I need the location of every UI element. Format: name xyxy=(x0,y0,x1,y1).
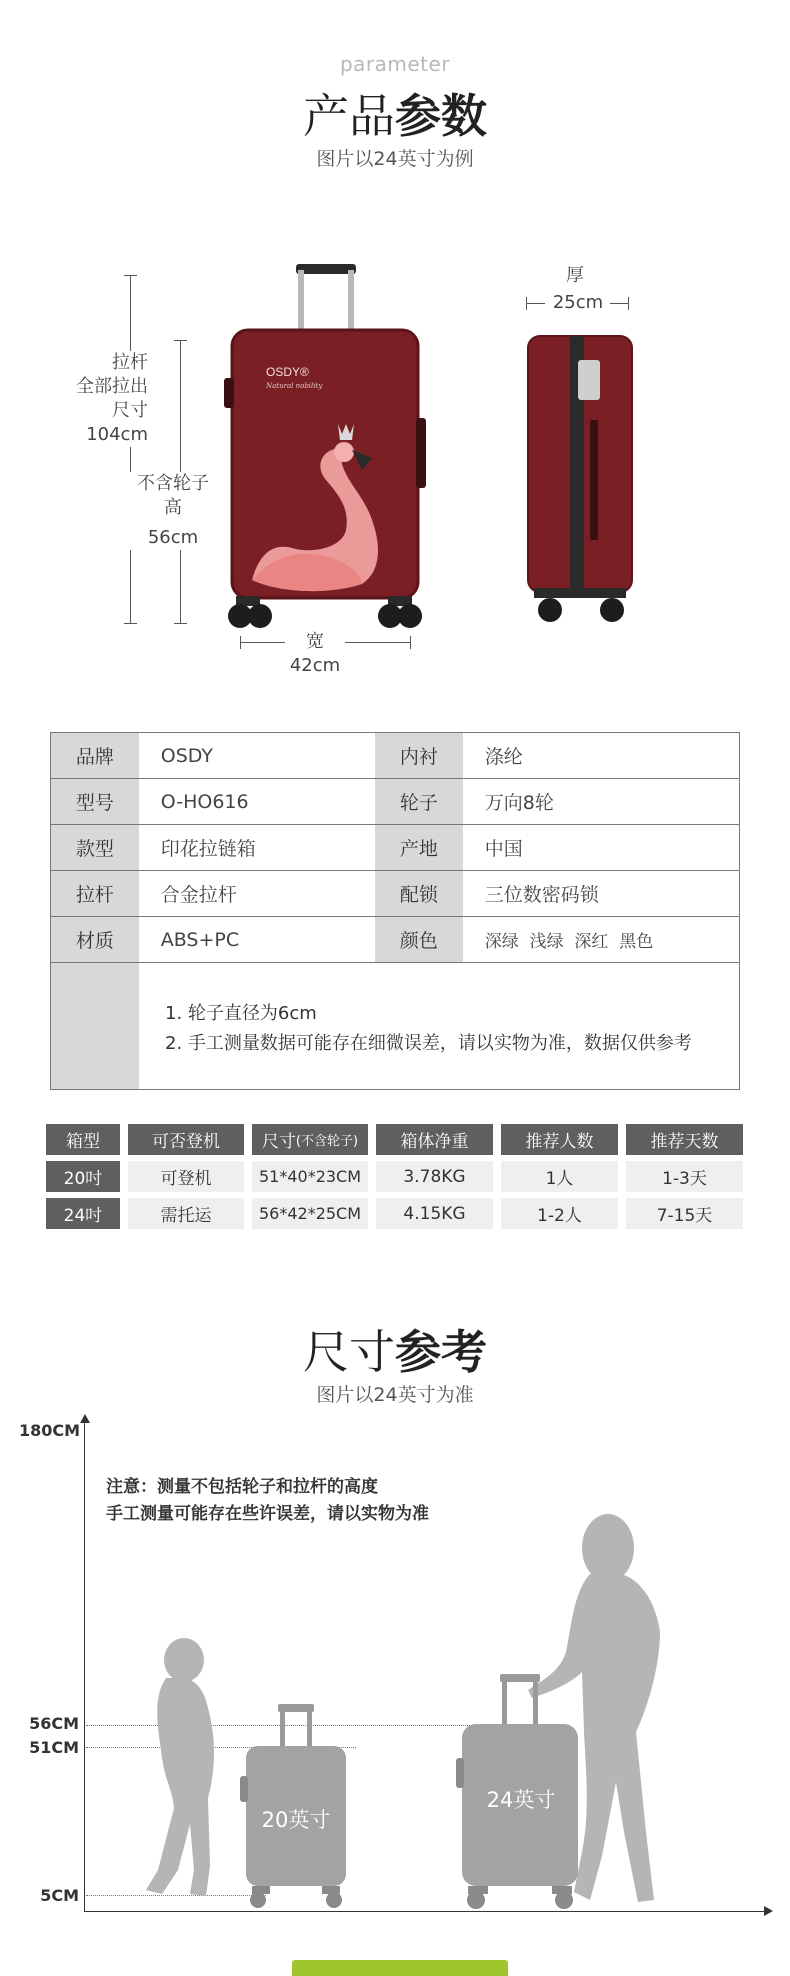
pull-rod-label-line1: 拉杆 xyxy=(112,352,148,373)
comparison-header-size-note: (不含轮子) xyxy=(295,1134,359,1149)
page-title-light: 产品 xyxy=(303,89,395,143)
spec-key: 配锁 xyxy=(375,871,463,916)
header-en-title: parameter xyxy=(339,52,451,76)
spec-value: O-HO616 xyxy=(160,790,249,813)
axis-label-180: 180CM xyxy=(19,1421,81,1440)
suitcase-side-image xyxy=(520,330,640,630)
thickness-label: 厚 xyxy=(566,265,584,286)
size-note-line2: 手工测量可能存在些许误差，请以实物为准 xyxy=(106,1504,429,1524)
pull-rod-label xyxy=(40,351,148,447)
spec-value: 深绿 浅绿 深红 黑色 xyxy=(484,932,654,952)
page-title-bold: 参数 xyxy=(395,89,487,143)
size-ref-title-light: 尺寸 xyxy=(303,1325,395,1379)
thickness-right-tick xyxy=(628,297,629,310)
body-height-label-line1: 不含轮子 xyxy=(137,473,209,494)
width-label-text: 宽 xyxy=(306,631,324,652)
spec-key: 型号 xyxy=(51,779,139,824)
comparison-header-cell: 箱体净重 xyxy=(376,1124,493,1155)
body-height-label xyxy=(130,472,216,550)
comparison-cell: 7-15天 xyxy=(626,1198,743,1229)
spec-notes-row xyxy=(51,963,739,1089)
comparison-header-row xyxy=(46,1124,746,1155)
comparison-table xyxy=(46,1124,746,1235)
comparison-header-cell: 可否登机 xyxy=(128,1124,244,1155)
comparison-cell: 20吋 xyxy=(46,1161,120,1192)
spec-note: 1. 轮子直径为6cm xyxy=(165,1003,317,1024)
thickness-line-right xyxy=(610,303,629,304)
spec-value: 中国 xyxy=(484,838,523,860)
comparison-header-cell xyxy=(252,1124,368,1155)
comparison-header-cell: 推荐人数 xyxy=(501,1124,618,1155)
thickness-line-left xyxy=(526,303,545,304)
spec-notes xyxy=(139,963,692,1089)
suitcase-brand-mark: OSDY® xyxy=(266,365,309,379)
body-height-label-line2: 高 xyxy=(164,497,182,518)
suitcase-24-label: 24英寸 xyxy=(486,1788,556,1812)
comparison-header-size: 尺寸 xyxy=(261,1132,296,1152)
y-axis xyxy=(84,1420,85,1912)
comparison-cell: 1-2人 xyxy=(501,1198,618,1229)
spec-row xyxy=(51,871,739,917)
pull-rod-label-line2: 全部拉出 xyxy=(76,376,148,397)
spec-table xyxy=(50,732,740,1090)
x-axis xyxy=(84,1911,764,1912)
size-note-line1: 注意：测量不包括轮子和拉杆的高度 xyxy=(106,1477,378,1497)
pull-rod-bottom-tick xyxy=(124,623,137,624)
x-axis-arrow-icon xyxy=(764,1906,773,1916)
spec-key: 品牌 xyxy=(51,733,139,778)
comparison-header-cell: 推荐天数 xyxy=(626,1124,743,1155)
spec-row xyxy=(51,825,739,871)
page-subtitle: 图片以24英寸为例 xyxy=(316,148,474,170)
page-title xyxy=(0,80,790,146)
pull-rod-top-tick xyxy=(124,275,137,276)
comparison-row xyxy=(46,1161,746,1192)
spec-value: ABS+PC xyxy=(160,928,240,951)
axis-label-5: 5CM xyxy=(40,1886,79,1905)
comparison-cell: 4.15KG xyxy=(376,1198,493,1229)
thickness-value: 25cm xyxy=(552,292,604,313)
axis-label-56: 56CM xyxy=(29,1714,79,1733)
comparison-cell: 需托运 xyxy=(128,1198,244,1229)
body-height-value: 56cm xyxy=(147,527,199,548)
width-value: 42cm xyxy=(289,655,341,676)
spec-key: 内衬 xyxy=(375,733,463,778)
pull-rod-value: 104cm xyxy=(86,424,148,445)
spec-notes-key xyxy=(51,963,139,1089)
comparison-cell: 1人 xyxy=(501,1161,618,1192)
suitcase-front-image xyxy=(222,258,432,630)
comparison-cell: 3.78KG xyxy=(376,1161,493,1192)
comparison-cell: 1-3天 xyxy=(626,1161,743,1192)
bottom-accent-bar xyxy=(292,1960,508,1976)
width-right-tick xyxy=(410,636,411,649)
comparison-header-cell: 箱型 xyxy=(46,1124,120,1155)
suitcase-20-label: 20英寸 xyxy=(261,1808,331,1832)
comparison-cell: 51*40*23CM xyxy=(252,1161,368,1192)
spec-key: 材质 xyxy=(51,917,139,962)
suitcase-tagline: Natural nobility xyxy=(266,382,323,390)
axis-label-51: 51CM xyxy=(29,1738,79,1757)
size-note xyxy=(106,1474,429,1528)
size-ref-subtitle: 图片以24英寸为准 xyxy=(316,1384,474,1406)
person-silhouette-left xyxy=(132,1638,232,1900)
spec-row xyxy=(51,733,739,779)
spec-key: 款型 xyxy=(51,825,139,870)
width-label xyxy=(285,630,345,678)
spec-note: 2. 手工测量数据可能存在细微误差，请以实物为准，数据仅供参考 xyxy=(165,1033,692,1054)
spec-key: 轮子 xyxy=(375,779,463,824)
spec-row xyxy=(51,917,739,963)
comparison-cell: 56*42*25CM xyxy=(252,1198,368,1229)
comparison-cell: 可登机 xyxy=(128,1161,244,1192)
width-left-tick xyxy=(240,636,241,649)
body-height-top-tick xyxy=(174,340,187,341)
spec-key: 颜色 xyxy=(375,917,463,962)
spec-value: OSDY xyxy=(160,744,213,767)
body-height-bottom-tick xyxy=(174,623,187,624)
pull-rod-label-line3: 尺寸 xyxy=(112,400,148,421)
size-ref-title-bold: 参考 xyxy=(395,1325,487,1379)
spec-value: 万向8轮 xyxy=(484,792,554,814)
spec-value: 涤纶 xyxy=(484,746,523,768)
spec-value: 三位数密码锁 xyxy=(484,884,599,906)
spec-value: 印花拉链箱 xyxy=(160,838,256,860)
spec-row xyxy=(51,779,739,825)
comparison-cell: 24吋 xyxy=(46,1198,120,1229)
size-ref-title xyxy=(0,1316,790,1382)
spec-value: 合金拉杆 xyxy=(160,884,237,906)
spec-key: 拉杆 xyxy=(51,871,139,916)
y-axis-arrow-icon xyxy=(80,1414,90,1423)
comparison-row xyxy=(46,1198,746,1229)
spec-key: 产地 xyxy=(375,825,463,870)
thickness-left-tick xyxy=(526,297,527,310)
pull-rod-dimension-line xyxy=(130,275,131,623)
